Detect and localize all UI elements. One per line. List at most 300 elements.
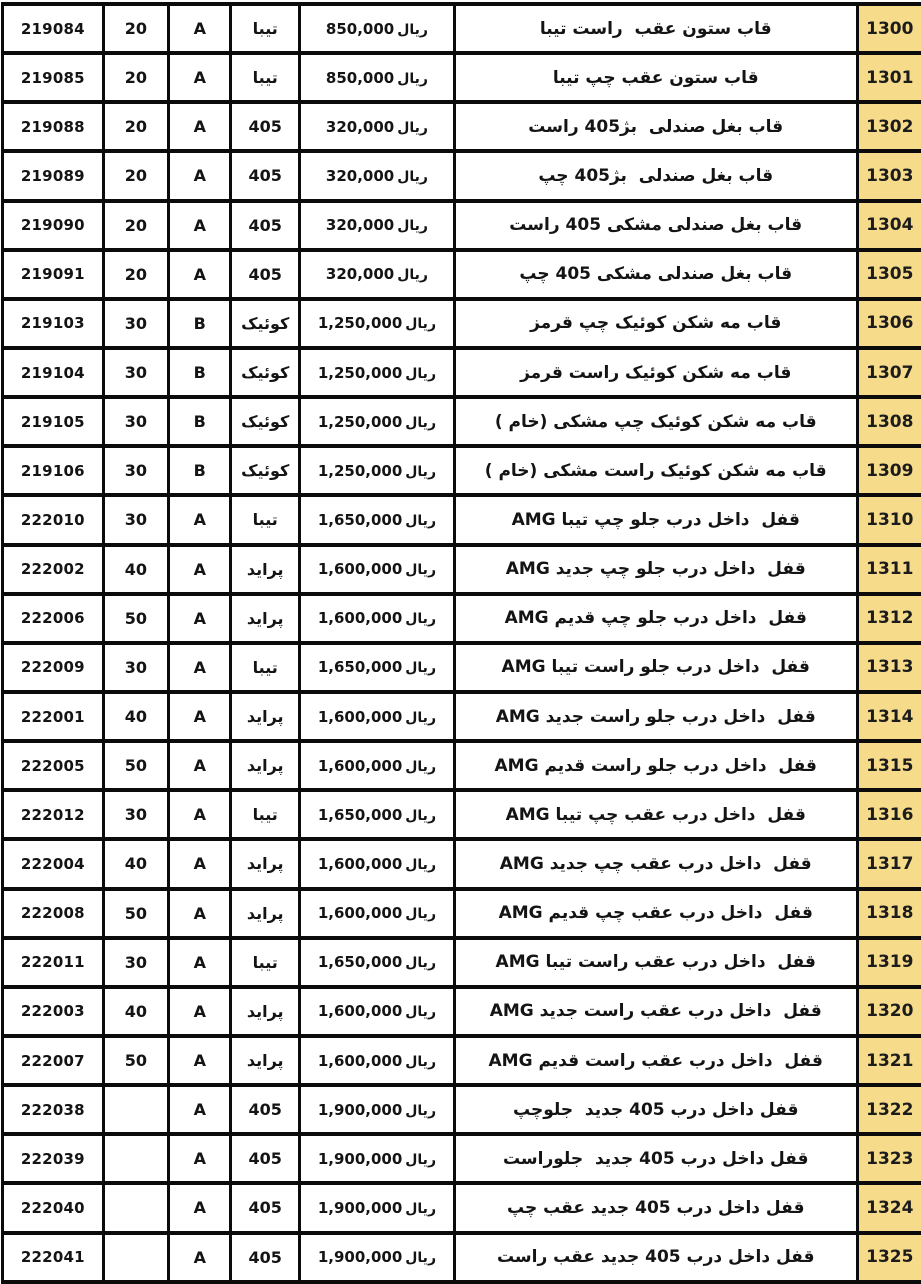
quantity-cell: [103, 938, 168, 987]
car-model-cell: [231, 1134, 299, 1183]
grade-cell: [169, 643, 231, 692]
quantity-value: 20: [125, 117, 147, 136]
row-number-value: 1325: [866, 1247, 913, 1267]
part-code-value: 219091: [21, 265, 85, 283]
description-value: قاب مه شکن کوئیک راست مشکی (خام ): [485, 461, 827, 481]
currency-unit: ریال: [394, 218, 428, 234]
part-code-value: 222012: [21, 806, 85, 824]
part-code-cell: [3, 839, 104, 888]
currency-unit: ریال: [394, 22, 428, 38]
car-model-cell: [231, 1233, 299, 1282]
quantity-value: 30: [125, 510, 147, 529]
part-code-cell: [3, 545, 104, 594]
car-model-cell: [231, 201, 299, 250]
table-row: [3, 545, 921, 594]
row-number-value: 1311: [866, 559, 913, 579]
table-row: [3, 151, 921, 200]
row-number-cell: [857, 1183, 921, 1232]
car-model-value: 405: [249, 265, 282, 284]
part-code-value: 219105: [21, 413, 85, 431]
grade-value: A: [194, 166, 206, 185]
quantity-cell: [103, 348, 168, 397]
price-amount: 1,900,000: [318, 1150, 402, 1168]
description-cell: [454, 545, 857, 594]
row-number-cell: [857, 201, 921, 250]
description-cell: [454, 643, 857, 692]
car-model-cell: [231, 1085, 299, 1134]
table-row: [3, 839, 921, 888]
table-row: [3, 1233, 921, 1282]
grade-cell: [169, 1233, 231, 1282]
price-amount: 320,000: [326, 216, 394, 234]
grade-cell: [169, 1134, 231, 1183]
grade-cell: [169, 938, 231, 987]
part-code-value: 219103: [21, 314, 85, 332]
car-model-value: پراید: [247, 707, 284, 726]
row-number-value: 1303: [866, 166, 913, 186]
price-amount: 1,650,000: [318, 658, 402, 676]
quantity-value: 50: [125, 904, 147, 923]
price-amount: 320,000: [326, 118, 394, 136]
car-model-cell: [231, 250, 299, 299]
car-model-value: تیبا: [253, 68, 278, 87]
part-code-value: 222009: [21, 658, 85, 676]
car-model-cell: [231, 987, 299, 1036]
row-number-cell: [857, 53, 921, 102]
description-value: قفل داخل درب جلو چپ تیبا AMG: [512, 510, 800, 530]
part-code-value: 219106: [21, 462, 85, 480]
row-number-value: 1319: [866, 952, 913, 972]
car-model-value: پراید: [247, 904, 284, 923]
part-code-cell: [3, 790, 104, 839]
grade-cell: [169, 1085, 231, 1134]
row-number-cell: [857, 1233, 921, 1282]
table-row: [3, 790, 921, 839]
table-row: [3, 299, 921, 348]
car-model-value: پراید: [247, 560, 284, 579]
description-cell: [454, 397, 857, 446]
grade-cell: [169, 741, 231, 790]
price-cell: [299, 1134, 454, 1183]
price-cell: [299, 102, 454, 151]
price-cell: [299, 250, 454, 299]
description-cell: [454, 53, 857, 102]
part-code-cell: [3, 1134, 104, 1183]
price-amount: 1,900,000: [318, 1248, 402, 1266]
part-code-cell: [3, 643, 104, 692]
price-cell: [299, 839, 454, 888]
quantity-value: 20: [125, 216, 147, 235]
part-code-value: 219089: [21, 167, 85, 185]
quantity-cell: [103, 201, 168, 250]
description-cell: [454, 1183, 857, 1232]
quantity-value: 20: [125, 166, 147, 185]
row-number-value: 1321: [866, 1051, 913, 1071]
car-model-value: کوئیک: [241, 461, 289, 480]
car-model-value: 405: [249, 1198, 282, 1217]
description-cell: [454, 495, 857, 544]
price-amount: 1,900,000: [318, 1101, 402, 1119]
quantity-value: 30: [125, 805, 147, 824]
part-code-cell: [3, 151, 104, 200]
quantity-value: 30: [125, 953, 147, 972]
part-code-value: 222004: [21, 855, 85, 873]
row-number-value: 1300: [866, 19, 913, 39]
description-value: قفل داخل درب جلو چپ جدید AMG: [506, 559, 806, 579]
description-value: قفل داخل درب جلو راست قدیم AMG: [495, 756, 817, 776]
car-model-cell: [231, 446, 299, 495]
grade-cell: [169, 594, 231, 643]
table-row: [3, 1134, 921, 1183]
quantity-cell: [103, 1183, 168, 1232]
price-cell: [299, 889, 454, 938]
car-model-value: تیبا: [253, 510, 278, 529]
part-code-value: 222038: [21, 1101, 85, 1119]
description-value: قفل داخل درب عقب چپ تیبا AMG: [506, 805, 806, 825]
table-row: [3, 643, 921, 692]
car-model-value: کوئیک: [241, 363, 289, 382]
car-model-value: 405: [249, 216, 282, 235]
grade-cell: [169, 299, 231, 348]
car-model-value: 405: [249, 1149, 282, 1168]
grade-cell: [169, 446, 231, 495]
table-row: [3, 495, 921, 544]
description-cell: [454, 4, 857, 53]
row-number-cell: [857, 4, 921, 53]
currency-unit: ریال: [394, 169, 428, 185]
price-cell: [299, 348, 454, 397]
currency-unit: ریال: [402, 906, 436, 922]
table-row: [3, 4, 921, 53]
description-value: قاب بغل صندلی بژ405 چپ: [538, 166, 773, 186]
grade-value: A: [194, 1100, 206, 1119]
price-amount: 1,600,000: [318, 708, 402, 726]
price-amount: 1,900,000: [318, 1199, 402, 1217]
quantity-value: 30: [125, 314, 147, 333]
car-model-value: پراید: [247, 854, 284, 873]
currency-unit: ریال: [402, 366, 436, 382]
description-cell: [454, 299, 857, 348]
quantity-value: 40: [125, 707, 147, 726]
quantity-cell: [103, 839, 168, 888]
table-row: [3, 201, 921, 250]
description-value: قاب ستون عقب راست تیبا: [540, 19, 772, 39]
description-cell: [454, 151, 857, 200]
price-amount: 1,600,000: [318, 1002, 402, 1020]
description-cell: [454, 102, 857, 151]
row-number-value: 1324: [866, 1198, 913, 1218]
grade-value: A: [194, 707, 206, 726]
part-code-value: 222001: [21, 708, 85, 726]
description-value: قفل داخل درب عقب چپ جدید AMG: [500, 854, 812, 874]
row-number-cell: [857, 397, 921, 446]
quantity-value: 40: [125, 854, 147, 873]
row-number-value: 1315: [866, 756, 913, 776]
part-code-value: 222039: [21, 1150, 85, 1168]
grade-cell: [169, 53, 231, 102]
row-number-value: 1310: [866, 510, 913, 530]
table-row: [3, 102, 921, 151]
price-cell: [299, 397, 454, 446]
grade-cell: [169, 250, 231, 299]
car-model-value: تیبا: [253, 19, 278, 38]
grade-value: A: [194, 68, 206, 87]
description-value: قفل داخل درب عقب راست جدید AMG: [490, 1001, 822, 1021]
part-code-cell: [3, 692, 104, 741]
part-code-cell: [3, 889, 104, 938]
grade-value: A: [194, 1051, 206, 1070]
car-model-value: پراید: [247, 756, 284, 775]
grade-cell: [169, 1036, 231, 1085]
quantity-cell: [103, 1036, 168, 1085]
currency-unit: ریال: [402, 611, 436, 627]
quantity-cell: [103, 741, 168, 790]
quantity-cell: [103, 250, 168, 299]
part-code-cell: [3, 741, 104, 790]
currency-unit: ریال: [402, 759, 436, 775]
currency-unit: ریال: [402, 1152, 436, 1168]
part-code-value: 222011: [21, 953, 85, 971]
row-number-value: 1322: [866, 1100, 913, 1120]
price-amount: 1,600,000: [318, 1052, 402, 1070]
description-value: قفل داخل درب 405 جدید عقب راست: [497, 1247, 815, 1267]
price-amount: 1,650,000: [318, 953, 402, 971]
currency-unit: ریال: [402, 710, 436, 726]
quantity-cell: [103, 1233, 168, 1282]
description-cell: [454, 839, 857, 888]
grade-value: A: [194, 756, 206, 775]
price-cell: [299, 594, 454, 643]
row-number-cell: [857, 545, 921, 594]
grade-value: A: [194, 658, 206, 677]
currency-unit: ریال: [402, 808, 436, 824]
part-code-cell: [3, 53, 104, 102]
currency-unit: ریال: [402, 1201, 436, 1217]
part-code-cell: [3, 1085, 104, 1134]
part-code-cell: [3, 201, 104, 250]
part-code-value: 222006: [21, 609, 85, 627]
car-model-value: 405: [249, 117, 282, 136]
table-row: [3, 889, 921, 938]
quantity-cell: [103, 446, 168, 495]
price-amount: 1,250,000: [318, 413, 402, 431]
part-code-cell: [3, 1036, 104, 1085]
price-cell: [299, 1183, 454, 1232]
description-value: قفل داخل درب عقب راست قدیم AMG: [489, 1051, 823, 1071]
part-code-cell: [3, 250, 104, 299]
price-amount: 1,600,000: [318, 560, 402, 578]
grade-cell: [169, 839, 231, 888]
price-amount: 1,650,000: [318, 806, 402, 824]
price-cell: [299, 987, 454, 1036]
row-number-cell: [857, 1134, 921, 1183]
table-row: [3, 348, 921, 397]
description-cell: [454, 692, 857, 741]
currency-unit: ریال: [394, 267, 428, 283]
price-amount: 1,600,000: [318, 904, 402, 922]
description-value: قفل داخل درب 405 جدید عقب چپ: [507, 1198, 805, 1218]
part-code-cell: [3, 102, 104, 151]
row-number-cell: [857, 594, 921, 643]
quantity-cell: [103, 495, 168, 544]
description-value: قفل داخل درب جلو راست تیبا AMG: [502, 657, 810, 677]
part-code-cell: [3, 1233, 104, 1282]
row-number-cell: [857, 348, 921, 397]
row-number-cell: [857, 938, 921, 987]
price-cell: [299, 741, 454, 790]
table-row: [3, 1183, 921, 1232]
description-value: قاب مه شکن کوئیک راست قرمز: [520, 363, 791, 383]
quantity-value: 20: [125, 19, 147, 38]
car-model-cell: [231, 102, 299, 151]
price-amount: 1,250,000: [318, 462, 402, 480]
description-value: قفل داخل درب عقب راست تیبا AMG: [496, 952, 816, 972]
part-code-value: 219084: [21, 20, 85, 38]
part-code-value: 222003: [21, 1002, 85, 1020]
row-number-cell: [857, 643, 921, 692]
description-cell: [454, 594, 857, 643]
row-number-value: 1301: [866, 68, 913, 88]
quantity-cell: [103, 889, 168, 938]
grade-value: A: [194, 117, 206, 136]
row-number-value: 1312: [866, 608, 913, 628]
car-model-cell: [231, 790, 299, 839]
quantity-value: 50: [125, 756, 147, 775]
grade-cell: [169, 889, 231, 938]
currency-unit: ریال: [402, 955, 436, 971]
row-number-cell: [857, 250, 921, 299]
grade-cell: [169, 692, 231, 741]
car-model-cell: [231, 643, 299, 692]
description-cell: [454, 446, 857, 495]
grade-value: A: [194, 609, 206, 628]
car-model-value: تیبا: [253, 953, 278, 972]
row-number-value: 1302: [866, 117, 913, 137]
price-cell: [299, 545, 454, 594]
car-model-cell: [231, 495, 299, 544]
table-row: [3, 1085, 921, 1134]
car-model-cell: [231, 1036, 299, 1085]
description-value: قفل داخل درب عقب چپ قدیم AMG: [499, 903, 813, 923]
quantity-value: 50: [125, 609, 147, 628]
row-number-value: 1304: [866, 215, 913, 235]
row-number-cell: [857, 151, 921, 200]
description-cell: [454, 1134, 857, 1183]
car-model-cell: [231, 1183, 299, 1232]
table-row: [3, 1036, 921, 1085]
row-number-cell: [857, 839, 921, 888]
price-cell: [299, 4, 454, 53]
grade-value: A: [194, 216, 206, 235]
part-code-cell: [3, 1183, 104, 1232]
grade-value: B: [194, 412, 206, 431]
part-code-value: 222007: [21, 1052, 85, 1070]
part-code-value: 222041: [21, 1248, 85, 1266]
car-model-value: 405: [249, 1100, 282, 1119]
price-amount: 850,000: [326, 69, 394, 87]
quantity-cell: [103, 643, 168, 692]
grade-value: A: [194, 19, 206, 38]
description-value: قاب بغل صندلی بژ405 راست: [528, 117, 783, 137]
part-code-value: 222008: [21, 904, 85, 922]
car-model-cell: [231, 938, 299, 987]
quantity-value: 30: [125, 412, 147, 431]
table-row: [3, 250, 921, 299]
table-row: [3, 594, 921, 643]
description-cell: [454, 1233, 857, 1282]
quantity-cell: [103, 987, 168, 1036]
grade-cell: [169, 397, 231, 446]
table-row: [3, 987, 921, 1036]
row-number-value: 1308: [866, 412, 913, 432]
price-cell: [299, 151, 454, 200]
row-number-cell: [857, 741, 921, 790]
grade-cell: [169, 495, 231, 544]
price-cell: [299, 495, 454, 544]
grade-cell: [169, 1183, 231, 1232]
description-cell: [454, 938, 857, 987]
grade-value: B: [194, 314, 206, 333]
grade-value: A: [194, 560, 206, 579]
grade-value: A: [194, 1002, 206, 1021]
row-number-value: 1305: [866, 264, 913, 284]
row-number-cell: [857, 692, 921, 741]
row-number-value: 1309: [866, 461, 913, 481]
quantity-value: 40: [125, 1002, 147, 1021]
grade-cell: [169, 151, 231, 200]
currency-unit: ریال: [402, 415, 436, 431]
price-cell: [299, 299, 454, 348]
quantity-cell: [103, 151, 168, 200]
quantity-cell: [103, 102, 168, 151]
grade-value: A: [194, 904, 206, 923]
price-amount: 320,000: [326, 265, 394, 283]
description-cell: [454, 1085, 857, 1134]
part-code-cell: [3, 987, 104, 1036]
currency-unit: ریال: [402, 464, 436, 480]
quantity-value: 20: [125, 265, 147, 284]
quantity-value: 50: [125, 1051, 147, 1070]
quantity-value: 30: [125, 461, 147, 480]
part-code-value: 222005: [21, 757, 85, 775]
grade-value: A: [194, 805, 206, 824]
table-row: [3, 446, 921, 495]
car-model-cell: [231, 151, 299, 200]
grade-value: A: [194, 1248, 206, 1267]
currency-unit: ریال: [402, 513, 436, 529]
description-value: قاب بغل صندلی مشکی 405 راست: [509, 215, 802, 235]
description-cell: [454, 741, 857, 790]
car-model-value: کوئیک: [241, 412, 289, 431]
row-number-value: 1323: [866, 1149, 913, 1169]
table-row: [3, 741, 921, 790]
part-code-cell: [3, 594, 104, 643]
description-value: قاب بغل صندلی مشکی 405 چپ: [519, 264, 792, 284]
row-number-cell: [857, 299, 921, 348]
description-value: قاب مه شکن کوئیک چپ مشکی (خام ): [495, 412, 817, 432]
price-cell: [299, 1085, 454, 1134]
currency-unit: ریال: [394, 71, 428, 87]
quantity-cell: [103, 594, 168, 643]
grade-cell: [169, 201, 231, 250]
car-model-cell: [231, 299, 299, 348]
car-model-cell: [231, 397, 299, 446]
row-number-value: 1316: [866, 805, 913, 825]
currency-unit: ریال: [402, 562, 436, 578]
car-model-cell: [231, 741, 299, 790]
row-number-value: 1318: [866, 903, 913, 923]
part-code-cell: [3, 495, 104, 544]
